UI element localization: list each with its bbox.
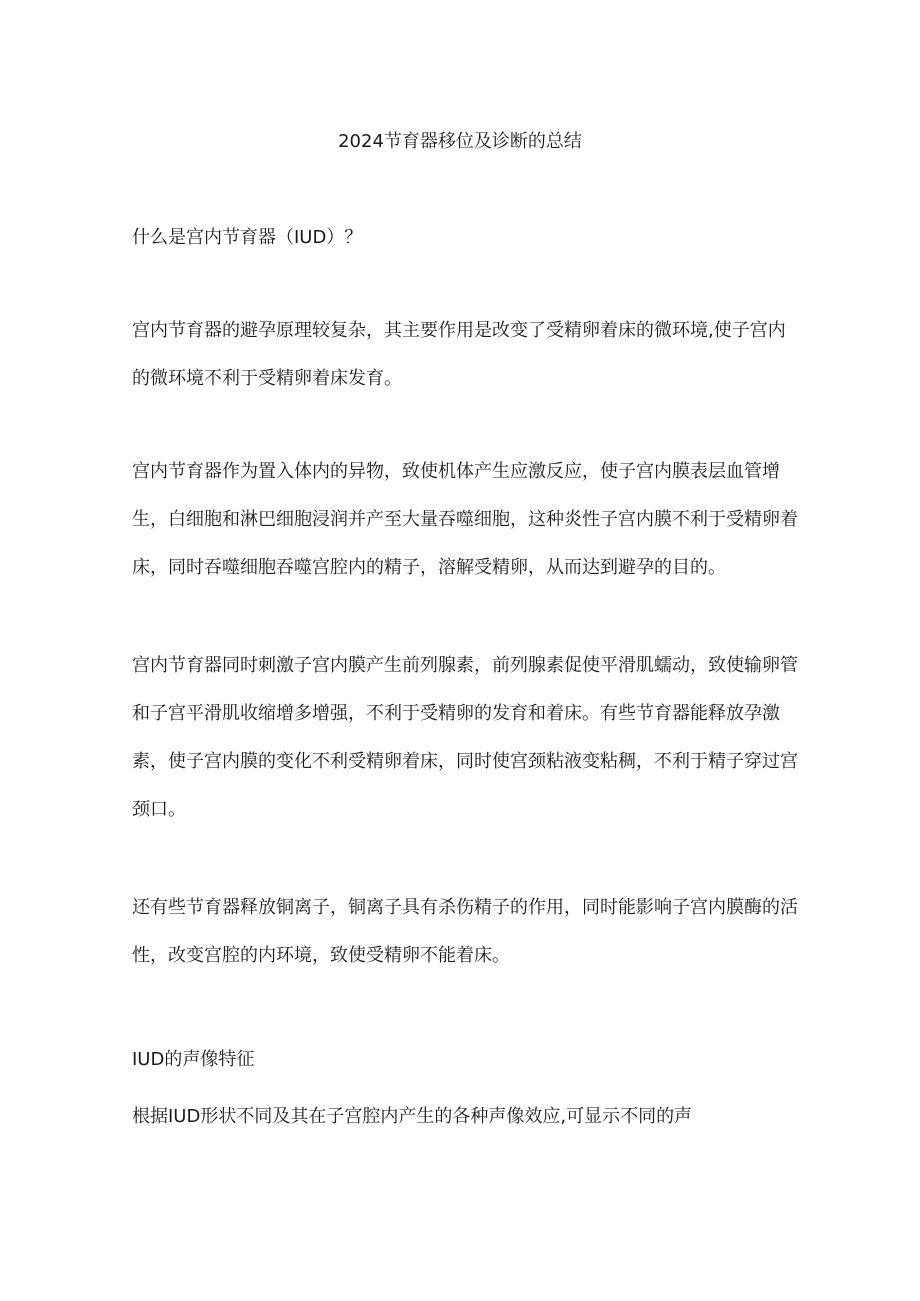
paragraph-4: 还有些节育器释放铜离子，铜离子具有杀伤精子的作用，同时能影响子宫内膜酶的活性，改变宫腔的内环境，致使受精卵不能着床。 [132, 897, 798, 966]
paragraph-3: 宫内节育器同时刺激子宫内膜产生前列腺素，前列腺素促使平滑肌蠕动，致使输卵管和子宫平滑肌收缩增多增强，不利于受精卵的发育和着床。有些节育器能释放孕激素，使子宫内膜的变化不利受精卵着床，同时使宫颈粘液变粘稠，不利于精子穿过宫颈口。 [132, 655, 798, 820]
paragraph-5: 根据IUD形状不同及其在子宫腔内产生的各种声像效应,可显示不同的声 [132, 1106, 693, 1127]
paragraph-1: 宫内节育器的避孕原理较复杂，其主要作用是改变了受精卵着床的微环境,使子宫内的微环境不利于受精卵着床发育。 [132, 320, 786, 389]
section-subheading: IUD的声像特征 [132, 1049, 255, 1070]
paragraph-2: 宫内节育器作为置入体内的异物，致使机体产生应激反应，使子宫内膜表层血管增生，白细胞和淋巴细胞浸润并产至大量吞噬细胞，这种炎性子宫内膜不利于受精卵着床，同时吞噬细胞吞噬宫腔内的精子，溶解受精卵，从而达到避孕的目的。 [132, 461, 798, 578]
document-title: 2024节育器移位及诊断的总结 [338, 131, 582, 152]
question-heading: 什么是宫内节育器（IUD）？ [132, 227, 363, 248]
